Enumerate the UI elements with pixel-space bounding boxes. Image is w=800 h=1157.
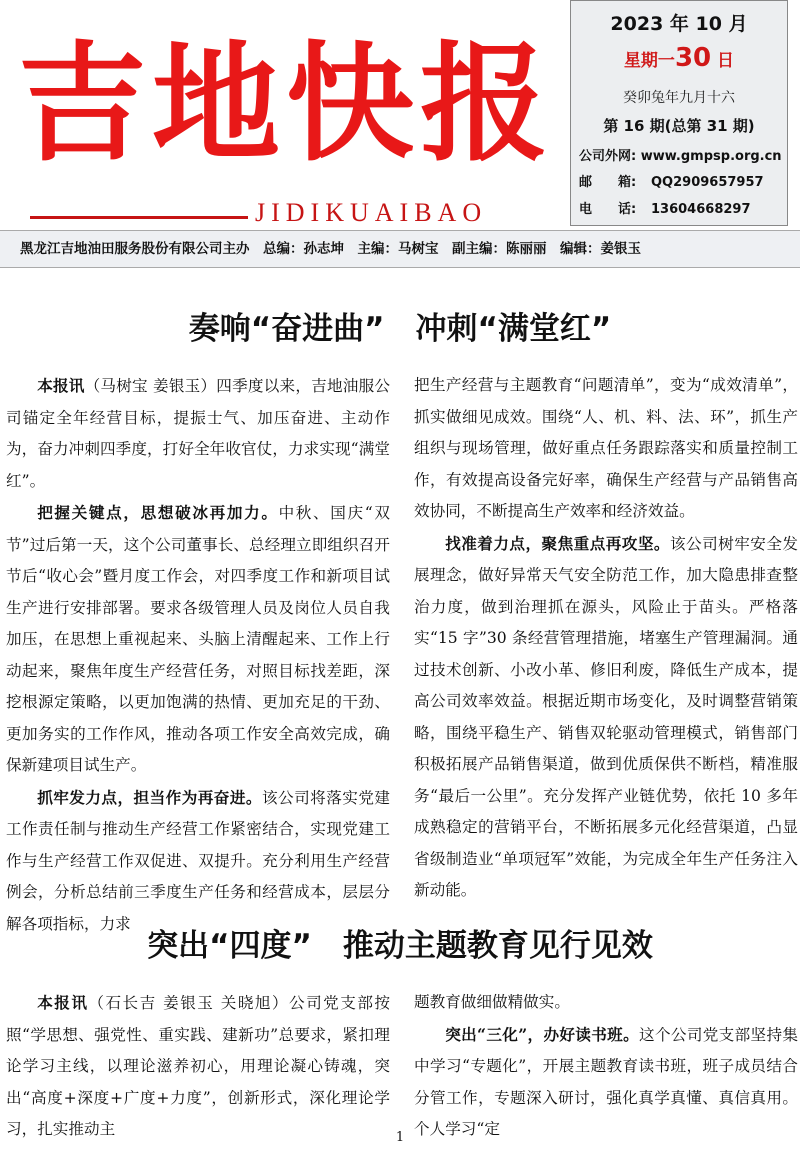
- issue-info-box: [570, 0, 788, 226]
- masthead-pinyin: JIDIKUAIBAO: [255, 198, 488, 227]
- article1-p2-text: 中秋、国庆“双节”过后第一天，这个公司董事长、总经理立即组织召开节后“收心会”暨月度工作会，对四季度工作和新项目试生产进行安排部署。要求各级管理人员及岗位人员自我加压，在思想上重视起来、头脑上清醒起来、工作上行动起来，聚焦年度生产经营任务，对照目标找差距，深挖根源定策略，以更加饱满的热情、更加充足的干劲、更加务实的工作作风，推动各项工作安全高效完成，确保新建项目试生产。: [6, 504, 390, 774]
- email-label: 邮 箱:: [579, 175, 637, 190]
- article2-p2-heading: 突出“三化”，办好读书班。: [445, 1024, 640, 1044]
- article1-lead-paragraph: [6, 370, 390, 497]
- article1-lead-tag: 本报讯: [37, 376, 85, 395]
- article1-paragraph-2: [6, 497, 390, 782]
- phone-value: 13604668297: [651, 202, 751, 217]
- article2-column-left: [6, 987, 390, 1146]
- issue-year-month: 2023 年 10 月: [610, 13, 748, 35]
- article1-paragraph-4: [414, 528, 798, 907]
- page-number: 1: [395, 1130, 405, 1145]
- website-label: 公司外网:: [579, 149, 637, 164]
- article2-lead-paragraph: [6, 987, 390, 1146]
- article2-lead-text: （石长吉 姜银玉 关晓旭）公司党支部按照“学思想、强党性、重实践、建新功”总要求，紧扣理论学习主线，以理论滋养初心，用理论凝心铸魂，突出“高度+深度+广度+力度”，创新形式，深化理论学习，扎实推动主: [6, 994, 390, 1138]
- article1-p2-heading: 把握关键点，思想破冰再加力。: [37, 503, 279, 522]
- article2-headline: 突出“四度” 推动主题教育见行见效: [147, 928, 653, 964]
- contact-phone: [579, 198, 751, 217]
- issue-lunar-date: 癸卯兔年九月十六: [623, 90, 735, 106]
- contact-website: [579, 145, 782, 164]
- masthead-title: 吉地快报: [18, 30, 555, 179]
- email-value[interactable]: QQ2909657957: [651, 175, 764, 190]
- article2-p2-text: 这个公司党支部坚持集中学习“专题化”，开展主题教育读书班，班子成员结合分管工作，专题深入研讨，强化真学真懂、真信真用。个人学习“定: [414, 1025, 798, 1138]
- article2-column-right: [414, 987, 798, 1146]
- article1-p3-text: 该公司将落实党建工作责任制与推动生产经营工作紧密结合，实现党建工作与生产经营工作双促进、双提升。充分利用生产经营例会，分析总结前三季度生产任务和经营成本，层层分解各项指标，力求: [6, 788, 390, 933]
- issue-weekday-day: [571, 43, 787, 73]
- issue-number: 第 16 期(总第 31 期): [603, 117, 755, 135]
- website-value[interactable]: www.gmpsp.org.cn: [640, 149, 782, 164]
- article1-p3-heading: 抓牢发力点，担当作为再奋进。: [37, 787, 262, 807]
- article1-p4-text: 该公司树牢安全发展理念，做好异常天气安全防范工作，加大隐患排查整治力度，做到治理抓在源头，风险止于苗头。严格落实“15 字”30 条经营管理措施，堵塞生产管理漏洞。通过技术创新、小改小革、修旧利废，降低生产成本，提高公司效率效益。根据近期市场变化，及时调整营销策略，围绕平稳生产、销售双轮驱动管理模式，销售部门积极拓展产品销售渠道，做到优质保供不断档，精准服务“最后一公里”。充分发挥产业链优势，依托 10 多年成熟稳定的营销平台，不断拓展多元化经营渠道，凸显省级制造业“单项冠军”效能，为完成全年生产任务注入新动能。: [414, 534, 798, 899]
- article1-headline: 奏响“奋进曲” 冲刺“满堂红”: [188, 311, 612, 347]
- article2-lead-tag: 本报讯: [37, 993, 89, 1012]
- article1-paragraph-3: [6, 782, 390, 941]
- editorial-staff-bar: 黑龙江吉地油田服务股份有限公司主办 总编：孙志坤 主编：马树宝 副主编：陈丽丽 编辑：姜银玉: [0, 230, 800, 268]
- contact-email: [579, 171, 764, 190]
- article1-column-right: [414, 370, 798, 907]
- issue-day: 30: [674, 43, 712, 73]
- article1-p4-heading: 找准着力点，聚焦重点再攻坚。: [445, 533, 670, 553]
- article2-lead-continued: 题教育做细做精做实。: [414, 993, 570, 1011]
- issue-weekday: 星期一: [623, 51, 675, 71]
- issue-day-suffix: 日: [717, 51, 735, 71]
- masthead-rule: [30, 216, 248, 219]
- phone-label: 电 话:: [579, 202, 637, 217]
- article1-paragraph-3-continued: 把生产经营与主题教育“问题清单”，变为“成效清单”，抓实做细见成效。围绕“人、机、料、法、环”，抓生产组织与现场管理，做好重点任务跟踪落实和质量控制工作，有效提高设备完好率，确保生产经营与产品销售高效协同，不断提高生产效率和经济效益。: [414, 376, 798, 520]
- article1-column-left: [6, 370, 390, 940]
- article2-paragraph-2: [414, 1019, 798, 1146]
- article1-lead-text: （马树宝 姜银玉）四季度以来，吉地油服公司锚定全年经营目标，提振士气、加压奋进、主动作为，奋力冲刺四季度，打好全年收官仗，力求实现“满堂红”。: [6, 377, 390, 490]
